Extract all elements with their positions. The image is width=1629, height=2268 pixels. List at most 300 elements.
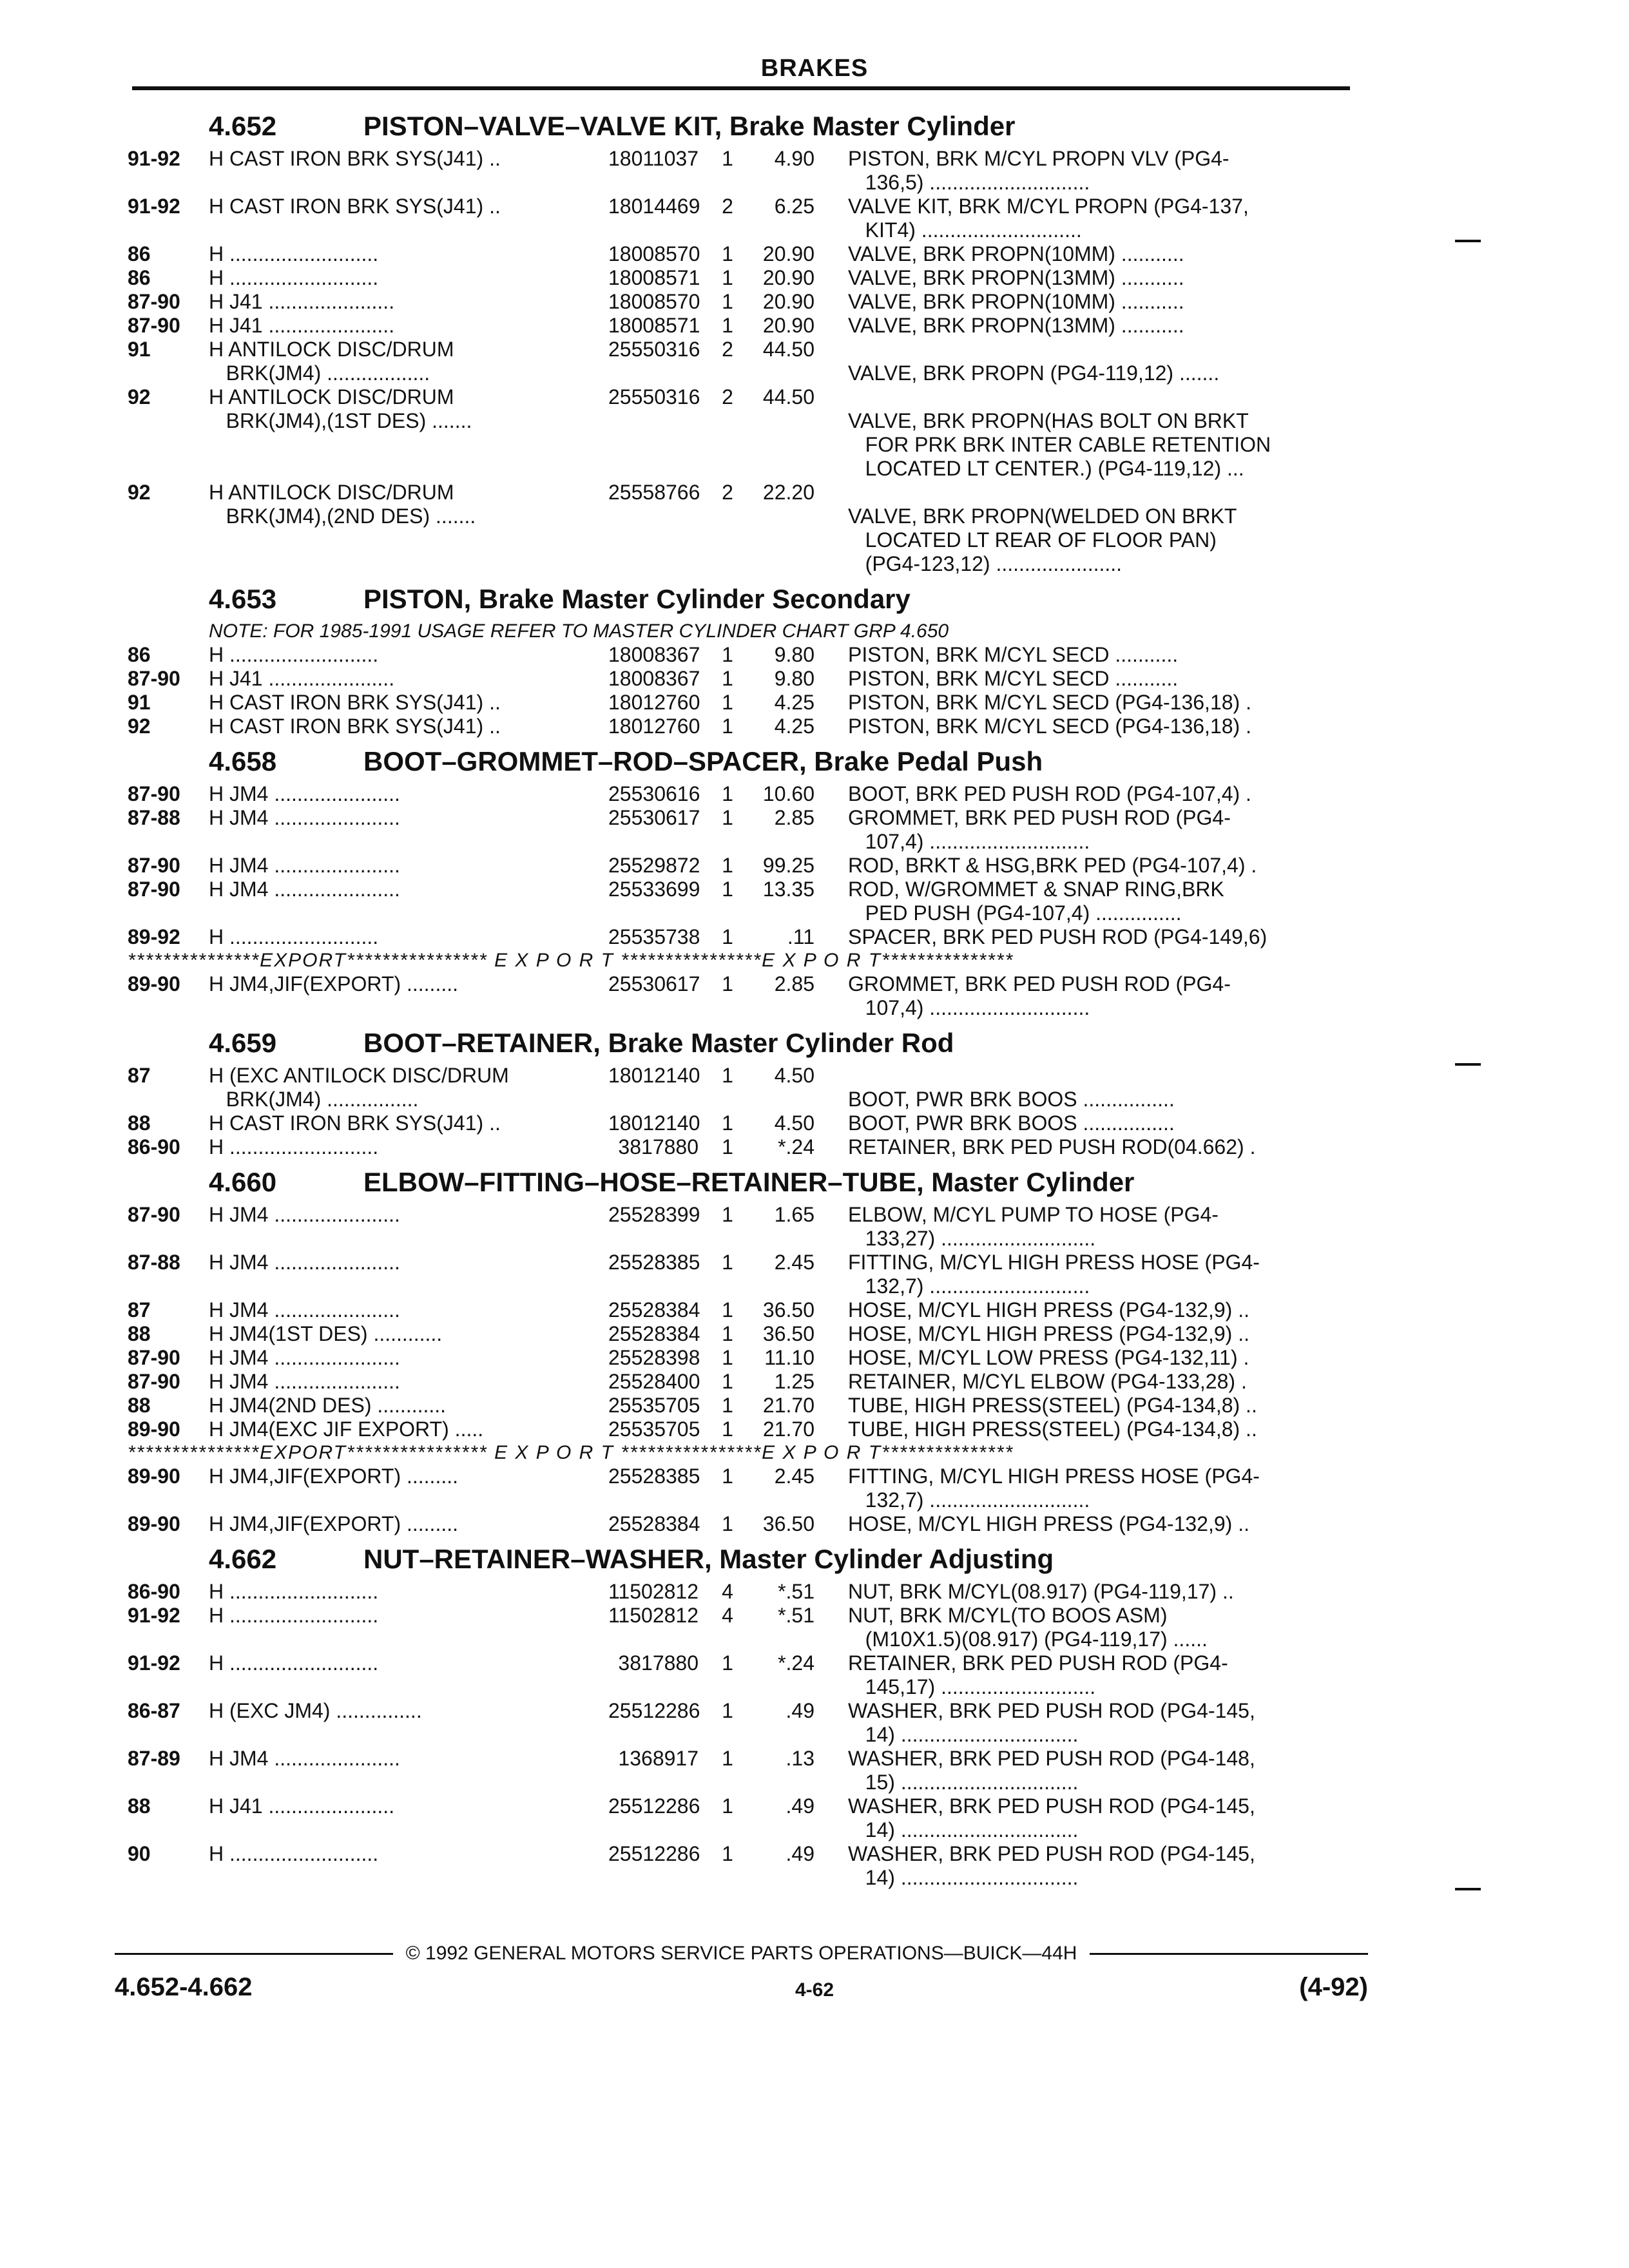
application: H .......................... (209, 1135, 379, 1158)
price: 21.70 (762, 1394, 815, 1417)
price: 4.90 (774, 147, 815, 170)
quantity: 1 (722, 1251, 733, 1274)
parts-row (128, 481, 1355, 576)
price: 2.45 (774, 1465, 815, 1488)
quantity: 4 (722, 1580, 733, 1603)
section-title (128, 1539, 1355, 1580)
application: H J41 ...................... (209, 1794, 395, 1818)
description: HOSE, M/CYL LOW PRESS (PG4-132,11) . (848, 1346, 1249, 1369)
quantity: 1 (722, 147, 733, 170)
price: *.51 (778, 1580, 815, 1603)
part-number: 3817880 (618, 1651, 699, 1675)
quantity: 1 (722, 972, 733, 995)
application: H .......................... (209, 266, 379, 289)
model-years: 87 (128, 1298, 151, 1321)
description: TUBE, HIGH PRESS(STEEL) (PG4-134,8) .. (848, 1394, 1257, 1417)
part-number: 18012760 (608, 715, 700, 738)
description: BOOT, BRK PED PUSH ROD (PG4-107,4) . (848, 782, 1251, 805)
parts-row (128, 691, 1355, 715)
parts-row (128, 1747, 1355, 1794)
part-number: 25528398 (608, 1346, 700, 1369)
parts-row (128, 242, 1355, 266)
model-years: 89-90 (128, 1512, 180, 1535)
model-years: 87-90 (128, 854, 180, 877)
quantity: 1 (722, 290, 733, 313)
quantity: 1 (722, 1064, 733, 1087)
section-name: PISTON–VALVE–VALVE KIT, Brake Master Cylinder (363, 111, 1016, 141)
parts-listing (128, 103, 1355, 1890)
application: H JM4 ...................... (209, 1747, 400, 1770)
price: 22.20 (762, 481, 815, 504)
quantity: 1 (722, 715, 733, 738)
description: WASHER, BRK PED PUSH ROD (PG4-148, 15) ............................... (848, 1747, 1255, 1794)
parts-row (128, 667, 1355, 691)
description: VALVE, BRK PROPN(13MM) ........... (848, 314, 1184, 337)
model-years: 86 (128, 242, 151, 265)
part-number: 18011037 (608, 147, 699, 170)
part-number: 11502812 (608, 1580, 699, 1603)
price: 36.50 (762, 1298, 815, 1321)
application: H JM4(2ND DES) ............ (209, 1394, 447, 1417)
application: H JM4,JIF(EXPORT) ......... (209, 1512, 458, 1535)
part-number: 25530617 (608, 806, 700, 829)
price: 4.50 (774, 1064, 815, 1087)
header-rule (132, 86, 1350, 90)
model-years: 86-90 (128, 1580, 180, 1603)
price: 20.90 (762, 314, 815, 337)
application: H JM4 ...................... (209, 782, 400, 805)
section-title (128, 579, 1355, 620)
parts-row (128, 782, 1355, 806)
part-number: 25528384 (608, 1298, 700, 1321)
description: RETAINER, M/CYL ELBOW (PG4-133,28) . (848, 1370, 1247, 1393)
application: H (EXC JM4) ............... (209, 1699, 422, 1722)
application: H JM4 ...................... (209, 1251, 400, 1274)
description: VALVE, BRK PROPN(HAS BOLT ON BRKT FOR PRK BRK INTER CABLE RETENTION LOCATED LT CENTER.) (PG4-119,12) ... (848, 409, 1271, 480)
application: H JM4 ...................... (209, 1298, 400, 1321)
parts-row (128, 806, 1355, 854)
price: 10.60 (762, 782, 815, 805)
quantity: 2 (722, 195, 733, 218)
quantity: 2 (722, 338, 733, 361)
section-title (128, 741, 1355, 782)
quantity: 1 (722, 1794, 733, 1818)
quantity: 1 (722, 1370, 733, 1393)
model-years: 87-89 (128, 1747, 180, 1770)
application: H JM4,JIF(EXPORT) ......... (209, 1465, 458, 1488)
section-name: BOOT–GROMMET–ROD–SPACER, Brake Pedal Push (363, 746, 1043, 776)
part-number: 25528385 (608, 1251, 700, 1274)
price: 4.25 (774, 691, 815, 714)
part-number: 18008570 (608, 242, 700, 265)
part-number: 18012140 (608, 1064, 700, 1087)
parts-row (128, 1346, 1355, 1370)
price: 36.50 (762, 1512, 815, 1535)
model-years: 89-92 (128, 925, 180, 948)
part-number: 25512286 (608, 1842, 700, 1865)
model-years: 87-90 (128, 667, 180, 690)
margin-mark (1455, 1063, 1481, 1066)
price: 4.50 (774, 1111, 815, 1135)
quantity: 1 (722, 1346, 733, 1369)
model-years: 90 (128, 1842, 151, 1865)
quantity: 1 (722, 667, 733, 690)
part-number: 25512286 (608, 1794, 700, 1818)
footer-section-range: 4.652-4.662 (115, 1973, 253, 2001)
price: 4.25 (774, 715, 815, 738)
parts-row (128, 1322, 1355, 1346)
price: 2.45 (774, 1251, 815, 1274)
price: 44.50 (762, 385, 815, 408)
description: NUT, BRK M/CYL(TO BOOS ASM) (M10X1.5)(08.917) (PG4-119,17) ...... (848, 1604, 1208, 1651)
parts-row (128, 1111, 1355, 1135)
description: HOSE, M/CYL HIGH PRESS (PG4-132,9) .. (848, 1512, 1249, 1535)
application: H ANTILOCK DISC/DRUM BRK(JM4),(2ND DES) ....... (209, 481, 476, 528)
description: TUBE, HIGH PRESS(STEEL) (PG4-134,8) .. (848, 1418, 1257, 1441)
description: PISTON, BRK M/CYL SECD (PG4-136,18) . (848, 691, 1251, 714)
quantity: 2 (722, 481, 733, 504)
model-years: 88 (128, 1111, 151, 1135)
section-name: BOOT–RETAINER, Brake Master Cylinder Rod (363, 1028, 954, 1058)
description: PISTON, BRK M/CYL SECD ........... (848, 643, 1179, 666)
model-years: 87-90 (128, 290, 180, 313)
description: HOSE, M/CYL HIGH PRESS (PG4-132,9) .. (848, 1298, 1249, 1321)
quantity: 1 (722, 1394, 733, 1417)
parts-row (128, 972, 1355, 1020)
description: NUT, BRK M/CYL(08.917) (PG4-119,17) .. (848, 1580, 1234, 1603)
application: H .......................... (209, 1604, 379, 1627)
footer-rule-right (1090, 1953, 1368, 1955)
price: 2.85 (774, 972, 815, 995)
description: HOSE, M/CYL HIGH PRESS (PG4-132,9) .. (848, 1322, 1249, 1345)
model-years: 88 (128, 1794, 151, 1818)
application: H JM4 ...................... (209, 806, 400, 829)
part-number: 18012760 (608, 691, 700, 714)
model-years: 92 (128, 715, 151, 738)
application: H JM4 ...................... (209, 1346, 400, 1369)
section-title (128, 1162, 1355, 1203)
parts-row (128, 1794, 1355, 1842)
quantity: 1 (722, 242, 733, 265)
description: SPACER, BRK PED PUSH ROD (PG4-149,6) (848, 925, 1268, 948)
parts-row (128, 1580, 1355, 1604)
price: *.24 (778, 1135, 815, 1158)
description: ELBOW, M/CYL PUMP TO HOSE (PG4- 133,27) ........................... (848, 1203, 1219, 1250)
description: VALVE KIT, BRK M/CYL PROPN (PG4-137, KIT4) ............................ (848, 195, 1249, 242)
model-years: 88 (128, 1322, 151, 1345)
parts-row (128, 878, 1355, 925)
part-number: 25528400 (608, 1370, 700, 1393)
price: 21.70 (762, 1418, 815, 1441)
parts-row (128, 925, 1355, 949)
model-years: 87-88 (128, 1251, 180, 1274)
application: H ANTILOCK DISC/DRUM BRK(JM4) .................. (209, 338, 454, 385)
parts-row (128, 195, 1355, 242)
price: .11 (787, 925, 815, 948)
section-title (128, 106, 1355, 147)
application: H J41 ...................... (209, 314, 395, 337)
margin-mark (1455, 240, 1481, 242)
quantity: 1 (722, 854, 733, 877)
quantity: 1 (722, 1135, 733, 1158)
price: .49 (786, 1699, 815, 1722)
model-years: 87 (128, 1064, 151, 1087)
model-years: 91 (128, 338, 151, 361)
quantity: 1 (722, 806, 733, 829)
description: GROMMET, BRK PED PUSH ROD (PG4- 107,4) ............................ (848, 806, 1231, 853)
application: H CAST IRON BRK SYS(J41) .. (209, 715, 501, 738)
description: PISTON, BRK M/CYL PROPN VLV (PG4- 136,5) ............................ (848, 147, 1229, 194)
price: 36.50 (762, 1322, 815, 1345)
application: H CAST IRON BRK SYS(J41) .. (209, 691, 501, 714)
parts-row (128, 1370, 1355, 1394)
application: H .......................... (209, 1842, 379, 1865)
quantity: 1 (722, 1699, 733, 1722)
quantity: 1 (722, 1747, 733, 1770)
parts-row (128, 147, 1355, 195)
application: H J41 ...................... (209, 667, 395, 690)
description: BOOT, PWR BRK BOOS ................ (848, 1111, 1175, 1135)
application: H .......................... (209, 1580, 379, 1603)
description: WASHER, BRK PED PUSH ROD (PG4-145, 14) ............................... (848, 1842, 1255, 1889)
description: PISTON, BRK M/CYL SECD ........... (848, 667, 1179, 690)
price: 2.85 (774, 806, 815, 829)
model-years: 86-90 (128, 1135, 180, 1158)
quantity: 1 (722, 1203, 733, 1226)
application: H .......................... (209, 925, 379, 948)
part-number: 25550316 (608, 385, 700, 408)
parts-row (128, 1064, 1355, 1111)
parts-row (128, 715, 1355, 738)
application: H ANTILOCK DISC/DRUM BRK(JM4),(1ST DES) ....... (209, 385, 472, 432)
price: 11.10 (764, 1346, 815, 1369)
model-years: 86-87 (128, 1699, 180, 1722)
parts-row (128, 1699, 1355, 1747)
parts-row (128, 1203, 1355, 1251)
model-years: 91-92 (128, 195, 180, 218)
application: H JM4 ...................... (209, 1203, 400, 1226)
footer-page-number: 4-62 (795, 1979, 834, 2001)
parts-row (128, 1251, 1355, 1298)
quantity: 1 (722, 266, 733, 289)
parts-row (128, 1135, 1355, 1159)
part-number: 25533699 (608, 878, 700, 901)
description: VALVE, BRK PROPN(10MM) ........... (848, 290, 1184, 313)
section-number: 4.652 (209, 111, 277, 141)
description: WASHER, BRK PED PUSH ROD (PG4-145, 14) ............................... (848, 1794, 1255, 1841)
parts-row (128, 1512, 1355, 1536)
application: H JM4 ...................... (209, 1370, 400, 1393)
application: H CAST IRON BRK SYS(J41) .. (209, 1111, 501, 1135)
parts-row (128, 1418, 1355, 1441)
parts-row (128, 1651, 1355, 1699)
page-header: BRAKES (760, 55, 869, 82)
description: GROMMET, BRK PED PUSH ROD (PG4- 107,4) ............................ (848, 972, 1231, 1019)
parts-row (128, 1842, 1355, 1890)
model-years: 92 (128, 385, 151, 408)
application: H .......................... (209, 242, 379, 265)
section-number: 4.660 (209, 1167, 277, 1197)
section-number: 4.662 (209, 1544, 277, 1574)
part-number: 11502812 (608, 1604, 699, 1627)
price: 9.80 (774, 667, 815, 690)
section-name: PISTON, Brake Master Cylinder Secondary (363, 584, 911, 614)
footer-copyright: © 1992 GENERAL MOTORS SERVICE PARTS OPERATIONS—BUICK—44H (405, 1943, 1077, 1964)
application: H CAST IRON BRK SYS(J41) .. (209, 195, 501, 218)
model-years: 91 (128, 691, 151, 714)
quantity: 1 (722, 1322, 733, 1345)
model-years: 91-92 (128, 1651, 180, 1675)
quantity: 1 (722, 782, 733, 805)
model-years: 87-90 (128, 1203, 180, 1226)
description: PISTON, BRK M/CYL SECD (PG4-136,18) . (848, 715, 1251, 738)
parts-row (128, 643, 1355, 667)
section-note: NOTE: FOR 1985-1991 USAGE REFER TO MASTER CYLINDER CHART GRP 4.650 (209, 620, 949, 642)
parts-row (128, 1604, 1355, 1651)
margin-mark (1455, 1888, 1481, 1890)
price: 13.35 (762, 878, 815, 901)
model-years: 92 (128, 481, 151, 504)
application: H CAST IRON BRK SYS(J41) .. (209, 147, 501, 170)
part-number: 25535738 (608, 925, 700, 948)
quantity: 1 (722, 878, 733, 901)
part-number: 25530617 (608, 972, 700, 995)
quantity: 1 (722, 1418, 733, 1441)
model-years: 86 (128, 643, 151, 666)
quantity: 1 (722, 1512, 733, 1535)
price: 44.50 (762, 338, 815, 361)
model-years: 87-90 (128, 314, 180, 337)
section-title (128, 1023, 1355, 1064)
footer-copyright-line (115, 1941, 1368, 1966)
price: 1.25 (774, 1370, 815, 1393)
model-years: 89-90 (128, 1418, 180, 1441)
quantity: 1 (722, 1111, 733, 1135)
description: VALVE, BRK PROPN (PG4-119,12) ....... (848, 361, 1220, 385)
part-number: 18008571 (608, 266, 700, 289)
price: 6.25 (774, 195, 815, 218)
part-number: 1368917 (618, 1747, 699, 1770)
parts-row (128, 338, 1355, 385)
part-number: 18008367 (608, 643, 700, 666)
part-number: 25529872 (608, 854, 700, 877)
part-number: 25535705 (608, 1394, 700, 1417)
model-years: 87-90 (128, 1346, 180, 1369)
application: H JM4 ...................... (209, 878, 400, 901)
description: VALVE, BRK PROPN(13MM) ........... (848, 266, 1184, 289)
section-name: ELBOW–FITTING–HOSE–RETAINER–TUBE, Master Cylinder (363, 1167, 1135, 1197)
part-number: 18008367 (608, 667, 700, 690)
price: *.51 (778, 1604, 815, 1627)
quantity: 1 (722, 314, 733, 337)
model-years: 91-92 (128, 1604, 180, 1627)
application: H J41 ...................... (209, 290, 395, 313)
section-number: 4.653 (209, 584, 277, 614)
description: FITTING, M/CYL HIGH PRESS HOSE (PG4- 132,7) ............................ (848, 1465, 1260, 1512)
description: VALVE, BRK PROPN(10MM) ........... (848, 242, 1184, 265)
part-number: 18008571 (608, 314, 700, 337)
footer-rule-left (115, 1953, 393, 1955)
model-years: 87-88 (128, 806, 180, 829)
application: H .......................... (209, 643, 379, 666)
part-number: 18014469 (608, 195, 700, 218)
quantity: 1 (722, 1651, 733, 1675)
parts-row (128, 1298, 1355, 1322)
part-number: 25530616 (608, 782, 700, 805)
quantity: 1 (722, 643, 733, 666)
description: FITTING, M/CYL HIGH PRESS HOSE (PG4- 132,7) ............................ (848, 1251, 1260, 1298)
description: BOOT, PWR BRK BOOS ................ (848, 1088, 1175, 1111)
part-number: 25535705 (608, 1418, 700, 1441)
application: H .......................... (209, 1651, 379, 1675)
part-number: 3817880 (618, 1135, 699, 1158)
price: 20.90 (762, 242, 815, 265)
part-number: 25528399 (608, 1203, 700, 1226)
export-divider: ***************EXPORT**************** E X P O R T ****************E X P O R T*************** (128, 950, 1014, 971)
part-number: 25558766 (608, 481, 700, 504)
parts-row (128, 1465, 1355, 1512)
model-years: 89-90 (128, 972, 180, 995)
model-years: 89-90 (128, 1465, 180, 1488)
price: .49 (786, 1842, 815, 1865)
description: RETAINER, BRK PED PUSH ROD(04.662) . (848, 1135, 1256, 1158)
parts-row (128, 385, 1355, 481)
quantity: 2 (722, 385, 733, 408)
application: H JM4(EXC JIF EXPORT) ..... (209, 1418, 484, 1441)
price: 20.90 (762, 266, 815, 289)
application: H JM4,JIF(EXPORT) ......... (209, 972, 458, 995)
model-years: 88 (128, 1394, 151, 1417)
model-years: 87-90 (128, 1370, 180, 1393)
parts-row (128, 266, 1355, 290)
price: .13 (786, 1747, 815, 1770)
quantity: 4 (722, 1604, 733, 1627)
quantity: 1 (722, 1298, 733, 1321)
price: 9.80 (774, 643, 815, 666)
description: RETAINER, BRK PED PUSH ROD (PG4- 145,17) ........................... (848, 1651, 1228, 1698)
price: 1.65 (774, 1203, 815, 1226)
description: ROD, BRKT & HSG,BRK PED (PG4-107,4) . (848, 854, 1257, 877)
application: H (EXC ANTILOCK DISC/DRUM BRK(JM4) ................ (209, 1064, 509, 1111)
quantity: 1 (722, 1842, 733, 1865)
price: *.24 (778, 1651, 815, 1675)
price: 20.90 (762, 290, 815, 313)
export-divider: ***************EXPORT**************** E X P O R T ****************E X P O R T*************** (128, 1442, 1014, 1463)
part-number: 25528384 (608, 1322, 700, 1345)
parts-row (128, 1394, 1355, 1418)
quantity: 1 (722, 691, 733, 714)
part-number: 25528384 (608, 1512, 700, 1535)
price: 99.25 (762, 854, 815, 877)
part-number: 25528385 (608, 1465, 700, 1488)
application: H JM4(1ST DES) ............ (209, 1322, 443, 1345)
section-number: 4.659 (209, 1028, 277, 1058)
quantity: 1 (722, 925, 733, 948)
model-years: 87-90 (128, 782, 180, 805)
model-years: 91-92 (128, 147, 180, 170)
price: .49 (786, 1794, 815, 1818)
part-number: 25512286 (608, 1699, 700, 1722)
description: WASHER, BRK PED PUSH ROD (PG4-145, 14) ............................... (848, 1699, 1255, 1746)
section-name: NUT–RETAINER–WASHER, Master Cylinder Adjusting (363, 1544, 1054, 1574)
parts-row (128, 314, 1355, 338)
part-number: 18012140 (608, 1111, 700, 1135)
parts-row (128, 290, 1355, 314)
application: H JM4 ...................... (209, 854, 400, 877)
footer-revision-date: (4-92) (1299, 1973, 1368, 2001)
section-number: 4.658 (209, 746, 277, 776)
model-years: 86 (128, 266, 151, 289)
